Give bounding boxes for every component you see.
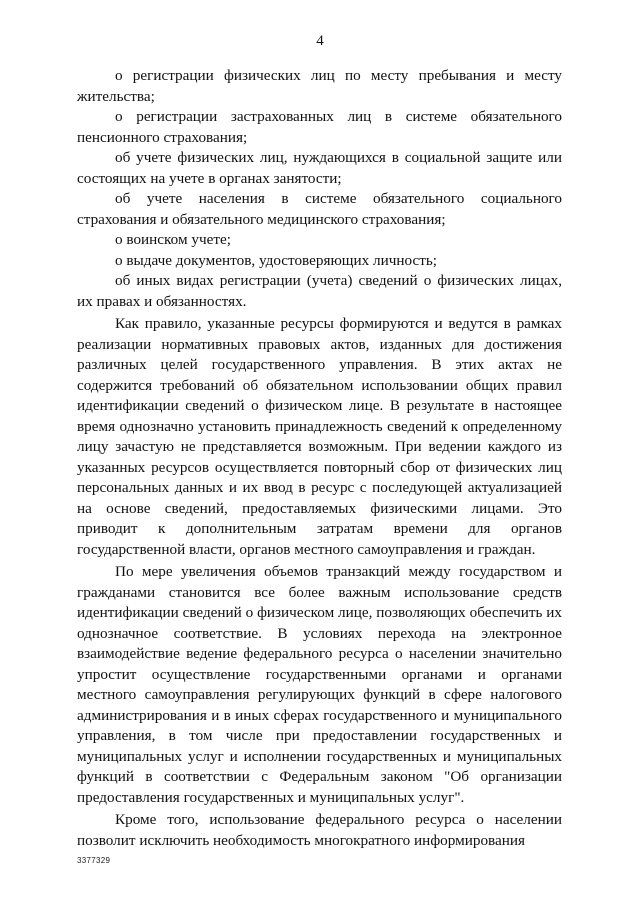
paragraph-social-protection: об учете физических лиц, нуждающихся в социальной защите или состоящих на учете в органах занятости; bbox=[77, 149, 562, 187]
paragraph-residence-registration: о регистрации физических лиц по месту пребывания и месту жительства; bbox=[77, 67, 562, 105]
paragraph-identity-documents: о выдаче документов, удостоверяющих личность; bbox=[115, 251, 437, 269]
paragraph-social-medical-insurance: об учете населения в системе обязательного социального страхования и обязательного медицинского страхования; bbox=[77, 190, 562, 228]
paragraph-pension-insurance: о регистрации застрахованных лиц в системе обязательного пенсионного страхования; bbox=[77, 108, 562, 146]
page-number: 4 bbox=[316, 33, 324, 49]
paragraph-additionally: Кроме того, использование федерального ресурса о населении позволит исключить необходимость многократного информирования bbox=[77, 811, 562, 849]
paragraph-resources-formation: Как правило, указанные ресурсы формируются и ведутся в рамках реализации нормативных правовых актов, изданных для достижения различных целей государственного управления. В этих актах не содержится требований об обязательном использовании общих правил идентификации сведений о физическом лице. В результате в настоящее время однозначно установить принадлежность сведений к определенному лицу зачастую не представляется возможным. При ведении каждого из указанных ресурсов осуществляется повторный сбор от физических лиц персональных данных и их ввод в ресурс с последующей актуализацией на основе сведений, предоставляемых физическими лицами. Это приводит к дополнительным затратам времени для органов государственной власти, органов местного самоуправления и граждан. bbox=[77, 315, 562, 558]
paragraph-other-registration: об иных видах регистрации (учета) сведений о физических лицах, их правах и обязанностях. bbox=[77, 272, 562, 310]
document-body bbox=[77, 66, 562, 851]
paragraph-military-registration: о воинском учете; bbox=[115, 231, 231, 248]
paragraph-transactions-growth: По мере увеличения объемов транзакций между государством и гражданами становится все более важным использование средств идентификации сведений о физическом лице, позволяющих обеспечить их однозначное соответствие. В условиях перехода на электронное взаимодействие ведение федерального ресурса о населении значительно упростит осуществление государственными органами и органами местного самоуправления регулирующих функций в сфере налогового администрирования и в иных сферах государственного и муниципального управления, в том числе при предоставлении государственных и муниципальных услуг и исполнении государственных и муниципальных функций в соответствии с Федеральным законом "Об организации предоставления государственных и муниципальных услуг". bbox=[77, 563, 562, 806]
document-code: 3377329 bbox=[77, 856, 111, 865]
